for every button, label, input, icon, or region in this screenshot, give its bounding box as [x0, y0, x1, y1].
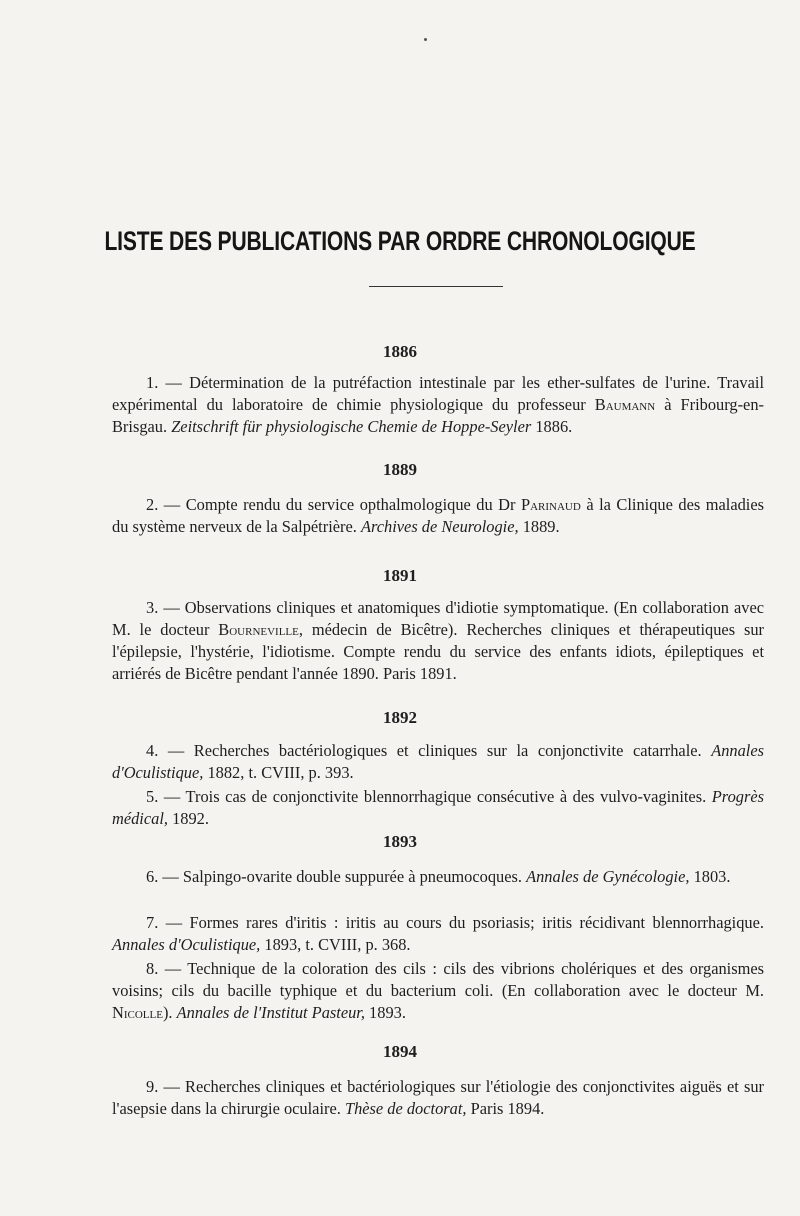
publication-entry-2: 2. — Compte rendu du service opthalmologique du Dr Parinaud à la Clinique des maladies du système nerveux de la Salpétrière. Archives de Neurologie, 1889.	[112, 495, 764, 536]
publication-entry-1: 1. — Détermination de la putréfaction intestinale par les ether-sulfates de l'urine. Travail expérimental du laboratoire de chimie physiologique du professeur Baumann à Fribourg-en-Brisgau. Zeitschrift für physiologische Chemie de Hoppe-Seyler 1886.	[112, 373, 764, 436]
publication-entry-7: 7. — Formes rares d'iritis : iritis au cours du psoriasis; iritis récidivant blennorrhagique. Annales d'Oculistique, 1893, t. CVIII, p. 368.	[112, 913, 764, 954]
journal-title: Archives de Neurologie,	[360, 517, 519, 536]
year-heading-1894: 1894	[383, 1042, 417, 1061]
journal-title: Annales d'Oculistique,	[112, 935, 261, 954]
publication-entry-5: 5. — Trois cas de conjonctivite blennorrhagique consécutive à des vulvo-vaginites. Progrès médical, 1892.	[112, 787, 764, 828]
entry-number: 3.	[146, 598, 159, 617]
journal-title: Progrès médical,	[112, 787, 764, 828]
speck-mark	[424, 38, 427, 41]
year-heading-1893: 1893	[383, 832, 417, 851]
journal-title: Annales d'Oculistique,	[112, 741, 764, 782]
publication-entry-9: 9. — Recherches cliniques et bactériologiques sur l'étiologie des conjonctivites aiguës et sur l'asepsie dans la chirurgie oculaire. Thèse de doctorat, Paris 1894.	[112, 1077, 764, 1118]
publication-entry-8: 8. — Technique de la coloration des cils : cils des vibrions cholériques et des organismes voisins; cils du bacille typhique et du bacterium coli. (En collaboration avec le docteur M. Nicolle). Annales de l'Institut Pasteur, 1893.	[112, 959, 764, 1022]
year-heading-1889: 1889	[383, 460, 417, 479]
journal-title: Annales de l'Institut Pasteur,	[176, 1003, 365, 1022]
entry-number: 7.	[146, 913, 159, 932]
page-title: LISTE DES PUBLICATIONS PAR ORDRE CHRONOLOGIQUE	[104, 226, 696, 256]
journal-title: Thèse de doctorat,	[344, 1099, 467, 1118]
author-name: Bourneville	[218, 620, 299, 639]
publication-entry-6: 6. — Salpingo-ovarite double suppurée à pneumocoques. Annales de Gynécologie, 1803.	[146, 867, 731, 886]
author-name: Parinaud	[520, 495, 581, 514]
entry-number: 8.	[146, 959, 159, 978]
publication-entry-3: 3. — Observations cliniques et anatomiques d'idiotie symptomatique. (En collaboration avec M. le docteur Bourneville, médecin de Bicêtre). Recherches cliniques et thérapeutiques sur l'épilepsie, l'hystérie, l'idiotisme. Compte rendu du service des enfants idiots, épileptiques et arriérés de Bicêtre pendant l'année 1890. Paris 1891.	[112, 598, 764, 683]
year-heading-1892: 1892	[383, 708, 417, 727]
journal-title: Annales de Gynécologie,	[526, 867, 690, 886]
entry-number: 1.	[146, 373, 159, 392]
author-name: Baumann	[594, 395, 656, 414]
entry-number: 4.	[146, 741, 159, 760]
publication-entry-4: 4. — Recherches bactériologiques et cliniques sur la conjonctivite catarrhale. Annales d'Oculistique, 1882, t. CVIII, p. 393.	[112, 741, 764, 782]
author-name: Nicolle	[112, 1003, 163, 1022]
year-heading-1891: 1891	[383, 566, 417, 585]
entry-number: 2.	[146, 495, 159, 514]
journal-title: Zeitschrift für physiologische Chemie de Hoppe-Seyler	[171, 417, 532, 436]
year-heading-1886: 1886	[383, 342, 417, 361]
entry-number: 9.	[146, 1077, 159, 1096]
entry-number: 5.	[146, 787, 159, 806]
entry-number: 6.	[146, 867, 159, 886]
title-divider	[369, 286, 503, 287]
